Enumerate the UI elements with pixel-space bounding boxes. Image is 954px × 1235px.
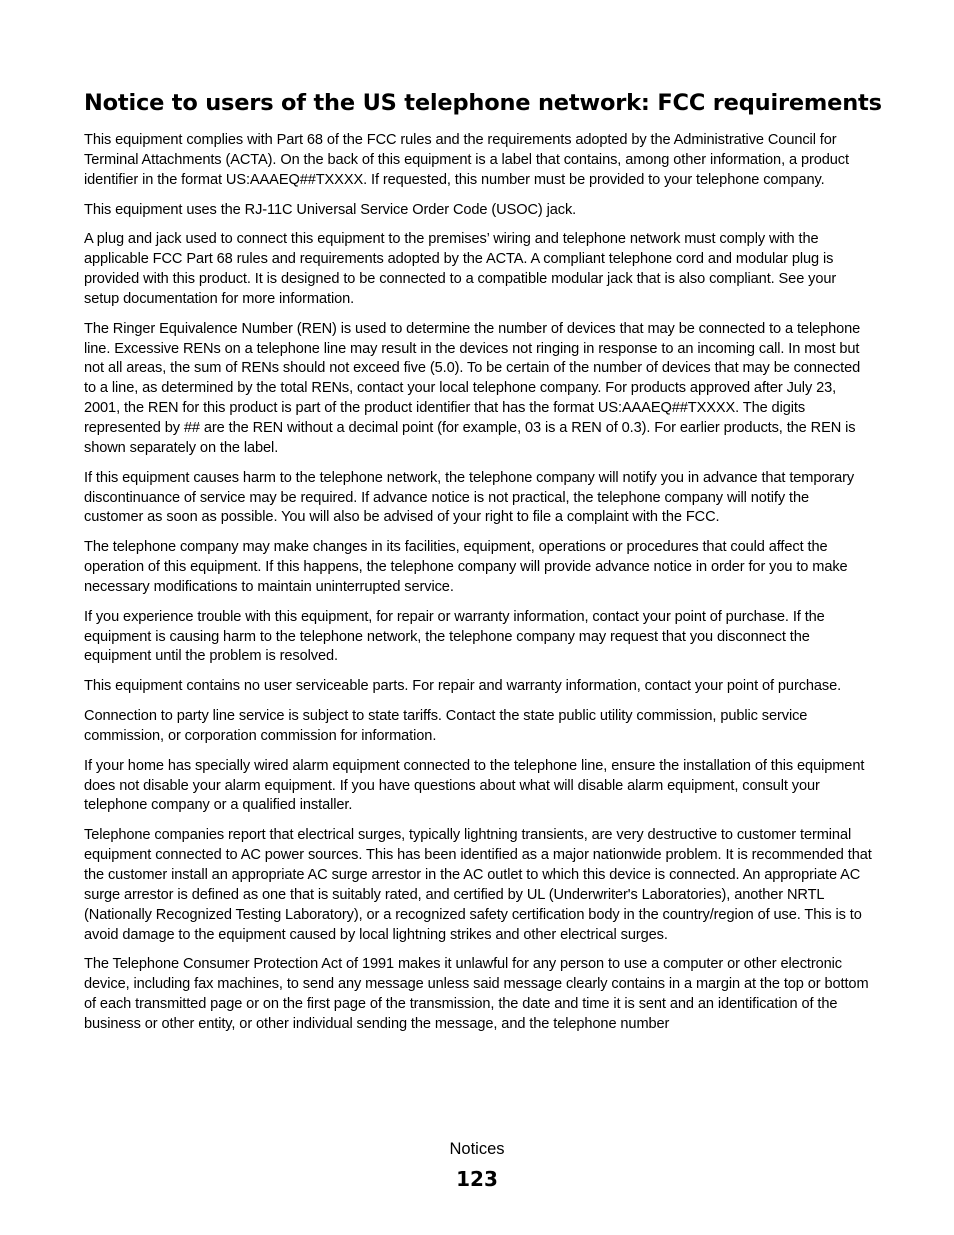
page-number: 123: [456, 1167, 498, 1191]
paragraph-ren: The Ringer Equivalence Number (REN) is used to determine the number of devices that may be connected to a telephone line. Excessive RENs on a telephone line may result in the devices not ringing in response to an incoming call. In most but not all areas, the sum of RENs should not exceed five (5.0). To be certain of the number of devices that may be connected to a line, as determined by the total RENs, contact your local telephone company. For products approved after July 23, 2001, the REN for this product is part of the product identifier that has the format US:AAAEQ##TXXXX. The digits represented by ## are the REN without a decimal point (for example, 03 is a REN of 0.3). For earlier products, the REN is shown separately on the label.: [84, 320, 861, 456]
paragraph-facility-changes: The telephone company may make changes in its facilities, equipment, operations or procedures that could affect the operation of this equipment. If this happens, the telephone company will provide advance notice in order for you to make necessary modifications to maintain uninterrupted service.: [84, 539, 848, 595]
paragraph-surges: Telephone companies report that electrical surges, typically lightning transients, are very destructive to customer terminal equipment connected to AC power sources. This has been identified as a major nationwide problem. It is recommended that the customer install an appropriate AC surge arrestor in the AC outlet to which this device is connected. An appropriate AC surge arrestor is defined as one that is suitably rated, and certified by UL (Underwriter's Laboratories), another NRTL (Nationally Recognized Testing Laboratory), or a recognized safety certification body in the country/region of use. This is to avoid damage to the equipment caused by local lightning strikes and other electrical surges.: [84, 827, 872, 943]
paragraph-fcc-compliance: This equipment complies with Part 68 of the FCC rules and the requirements adopted by the Administrative Council for Terminal Attachments (ACTA). On the back of this equipment is a label that contains, among other information, a product identifier in the format US:AAAEQ##TXXXX. If requested, this number must be provided to your telephone company.: [84, 132, 849, 188]
paragraph-usoc-jack: This equipment uses the RJ-11C Universal Service Order Code (USOC) jack.: [84, 201, 577, 218]
paragraph-trouble: If you experience trouble with this equipment, for repair or warranty information, contact your point of purchase. If the equipment is causing harm to the telephone network, the telephone company may request that you disconnect the equipment until the problem is resolved.: [84, 608, 825, 665]
paragraph-party-line: Connection to party line service is subject to state tariffs. Contact the state public utility commission, public service commission, or corporation commission for information.: [84, 708, 808, 744]
paragraph-no-serviceable-parts: This equipment contains no user serviceable parts. For repair and warranty information, contact your point of purchase.: [84, 678, 842, 695]
paragraph-network-harm: If this equipment causes harm to the telephone network, the telephone company will notify you in advance that temporary discontinuance of service may be required. If advance notice is not practical, the telephone company will notify the customer as soon as possible. You will also be advised of your right to file a complaint with the FCC.: [84, 469, 855, 526]
footer-section-title: Notices: [449, 1140, 505, 1158]
page-content: [84, 88, 882, 1045]
paragraph-plug-and-jack: A plug and jack used to connect this equipment to the premises’ wiring and telephone network must comply with the applicable FCC Part 68 rules and requirements adopted by the ACTA. A compliant telephone cord and modular plug is provided with this product. It is designed to be connected to a compatible modular jack that is also compliant. See your setup documentation for more information.: [84, 231, 837, 307]
paragraph-alarm-equipment: If your home has specially wired alarm equipment connected to the telephone line, ensure the installation of this equipment does not disable your alarm equipment. If you have questions about what will disable alarm equipment, consult your telephone company or a qualified installer.: [84, 757, 865, 814]
body-text: [84, 131, 872, 1035]
paragraph-tcpa: The Telephone Consumer Protection Act of 1991 makes it unlawful for any person to use a computer or other electronic device, including fax machines, to send any message unless said message clearly contains in a margin at the top or bottom of each transmitted page or on the first page of the transmission, the date and time it is sent and an identification of the business or other entity, or other individual sending the message, and the telephone number: [84, 956, 869, 1032]
page-footer: [0, 1138, 954, 1193]
section-heading: Notice to users of the US telephone network: FCC requirements: [84, 90, 882, 116]
